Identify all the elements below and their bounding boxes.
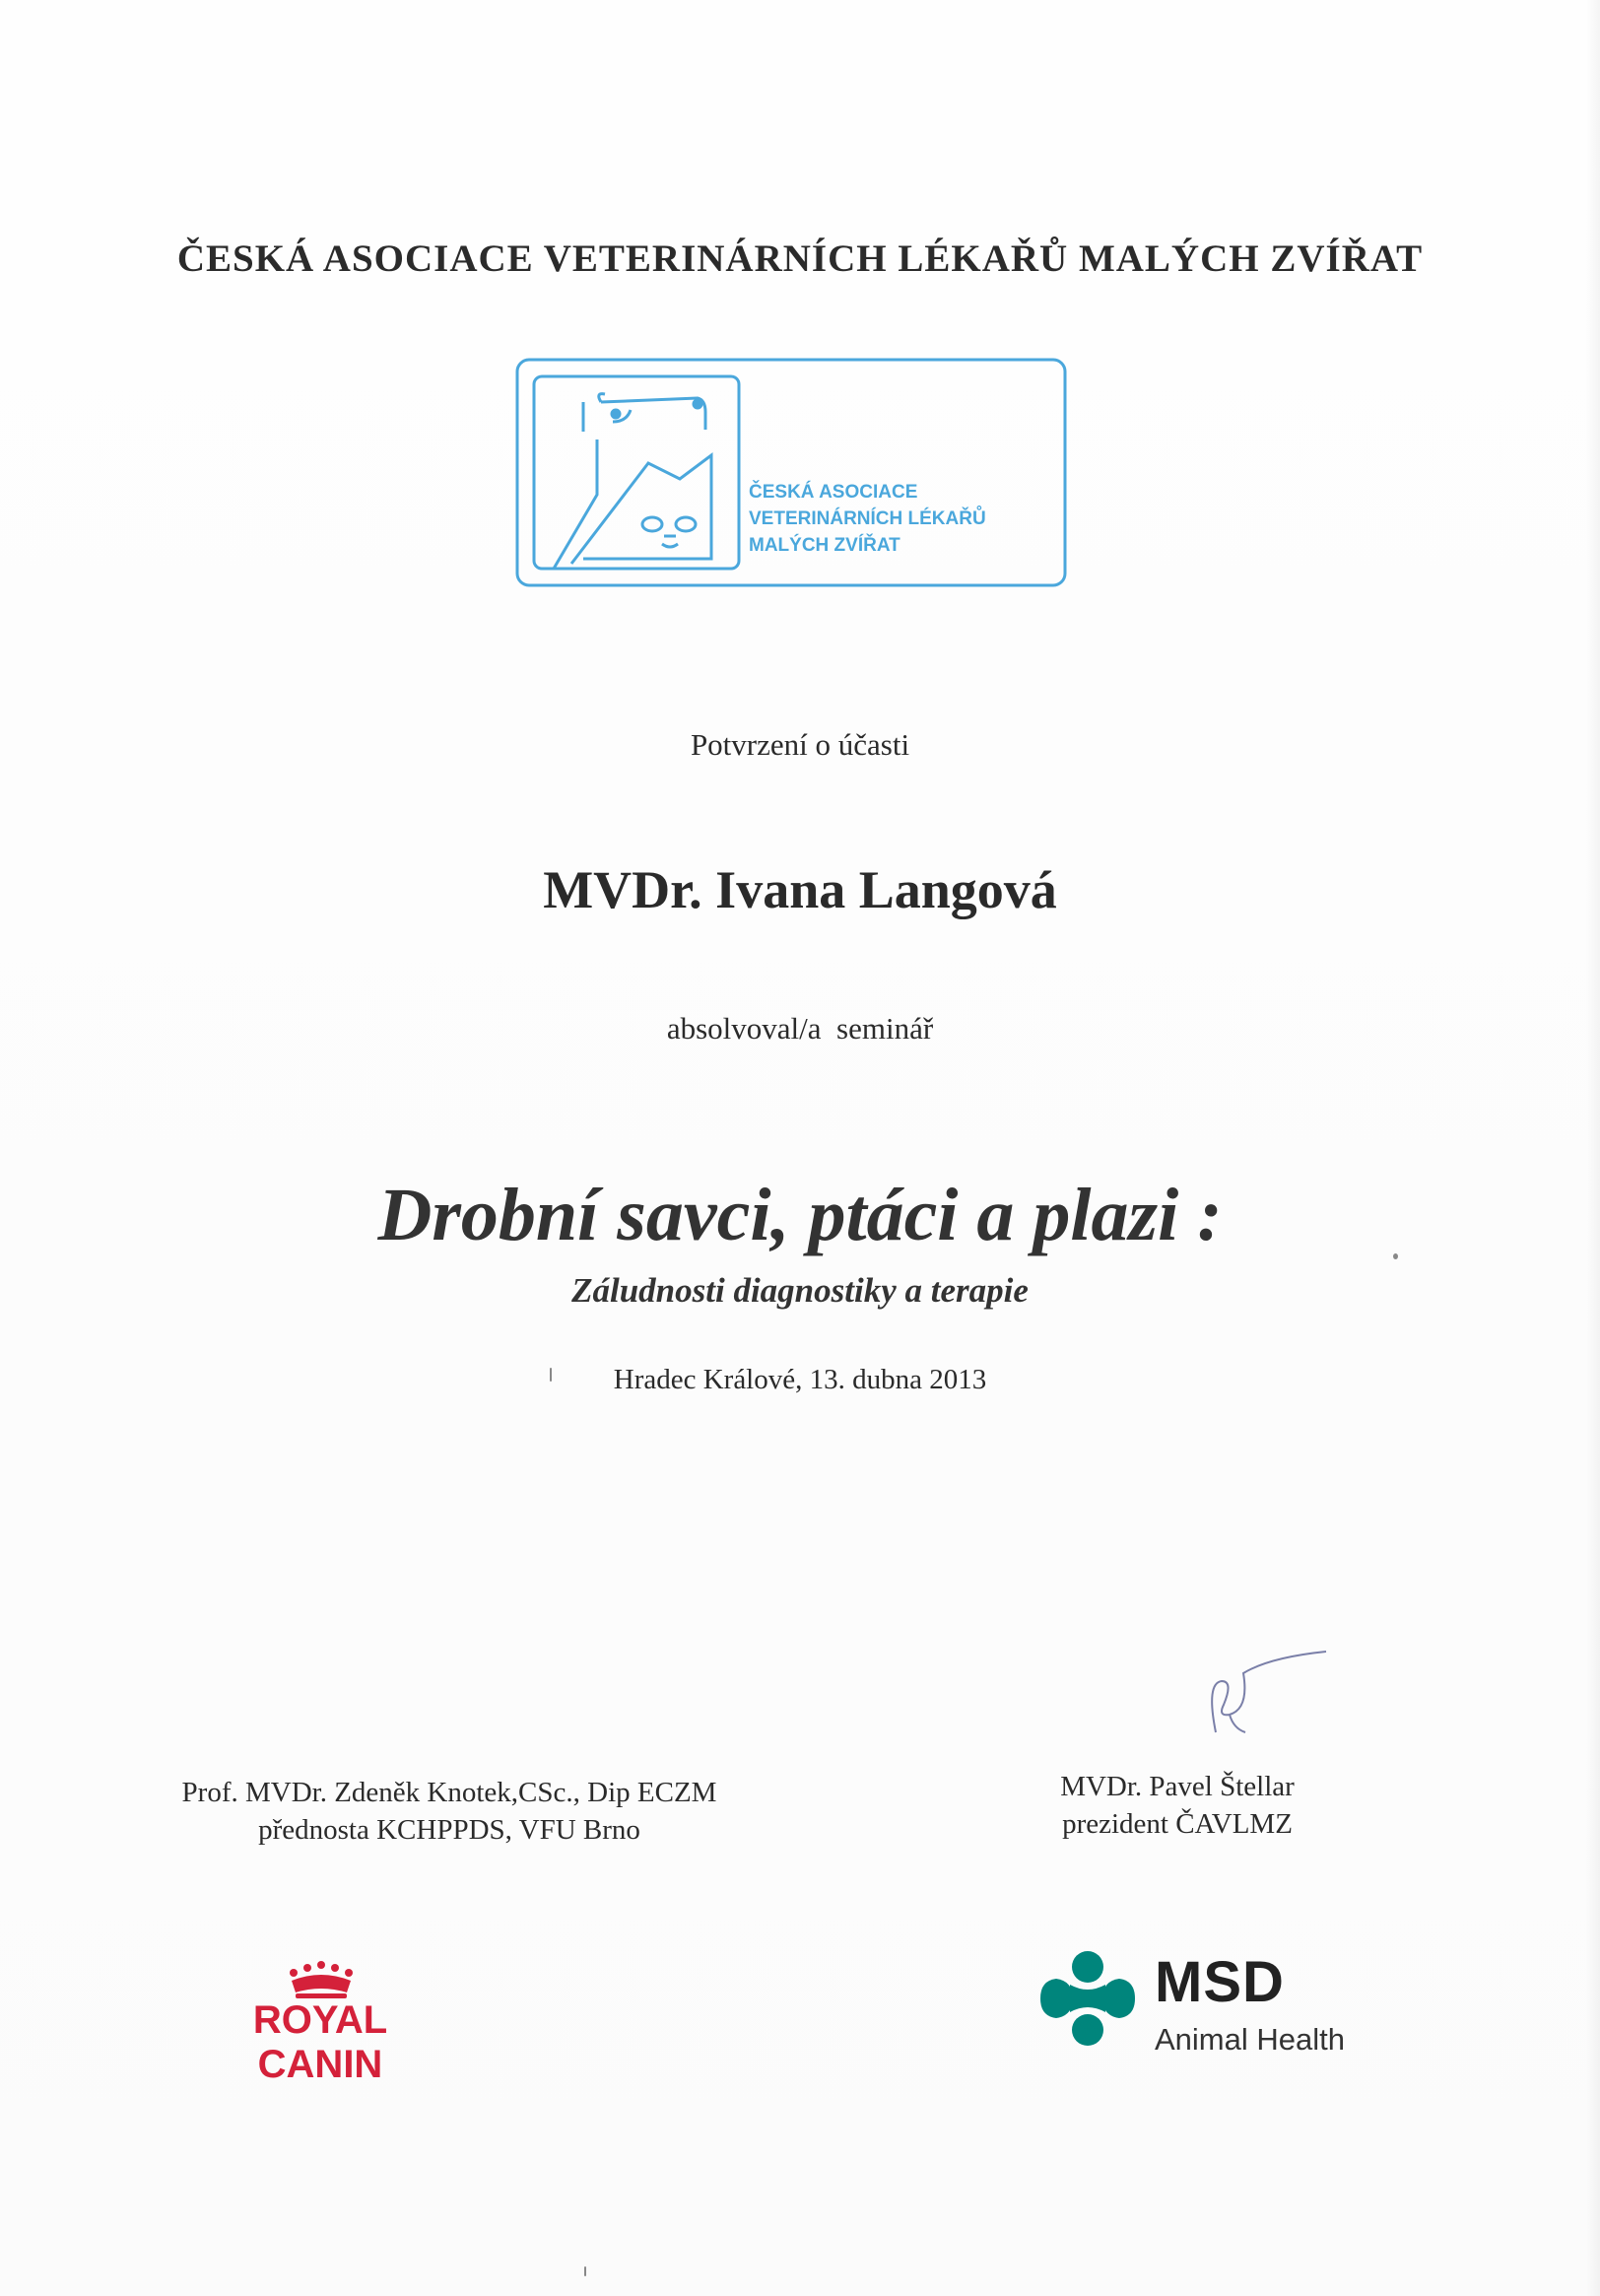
signatory-right — [1015, 1768, 1340, 1843]
paper-speck — [1393, 1253, 1398, 1259]
place-date: Hradec Králové, 13. dubna 2013 — [613, 1364, 987, 1395]
logo-line-1: ČESKÁ ASOCIACE — [749, 482, 918, 503]
paper-edge-shadow — [1586, 0, 1600, 2296]
royal-canin-logo — [187, 1961, 453, 2086]
royal-canin-wordmark: ROYAL CANIN — [252, 1998, 388, 2086]
seminar-title: Drobní savci, ptáci a plazi : — [377, 1174, 1223, 1256]
logo-line-2: VETERINÁRNÍCH LÉKAŘŮ — [749, 508, 986, 529]
organization-heading: ČESKÁ ASOCIACE VETERINÁRNÍCH LÉKAŘŮ MALÝCH ZVÍŘAT — [176, 237, 1424, 280]
msd-logo — [1040, 1949, 1375, 2077]
participant-name: MVDr. Ivana Langová — [543, 860, 1057, 919]
msd-symbol-icon — [1040, 1951, 1135, 2046]
crown-icon — [284, 1961, 359, 2000]
certificate-label: Potvrzení o účasti — [690, 727, 910, 762]
signatory-right-name: MVDr. Pavel Štellar — [1060, 1771, 1295, 1802]
paper-speck — [550, 1368, 552, 1382]
paper-speck — [584, 2266, 586, 2276]
signatory-left — [124, 1774, 774, 1849]
logo-line-3: MALÝCH ZVÍŘAT — [749, 535, 900, 556]
signatory-left-role: přednosta KCHPPDS, VFU Brno — [258, 1814, 640, 1846]
signatory-right-role: prezident ČAVLMZ — [1062, 1808, 1293, 1840]
completed-text: absolvoval/a seminář — [666, 1011, 934, 1046]
association-logo-text — [749, 479, 1064, 559]
msd-wordmark: MSD — [1155, 1950, 1285, 2014]
dog-cat-logo-icon — [554, 394, 711, 569]
msd-subtitle: Animal Health — [1155, 2022, 1345, 2057]
signatory-left-name: Prof. MVDr. Zdeněk Knotek,CSc., Dip ECZM — [181, 1777, 717, 1808]
signature-mark — [1200, 1644, 1338, 1752]
seminar-subtitle: Záludnosti diagnostiky a terapie — [571, 1271, 1029, 1310]
